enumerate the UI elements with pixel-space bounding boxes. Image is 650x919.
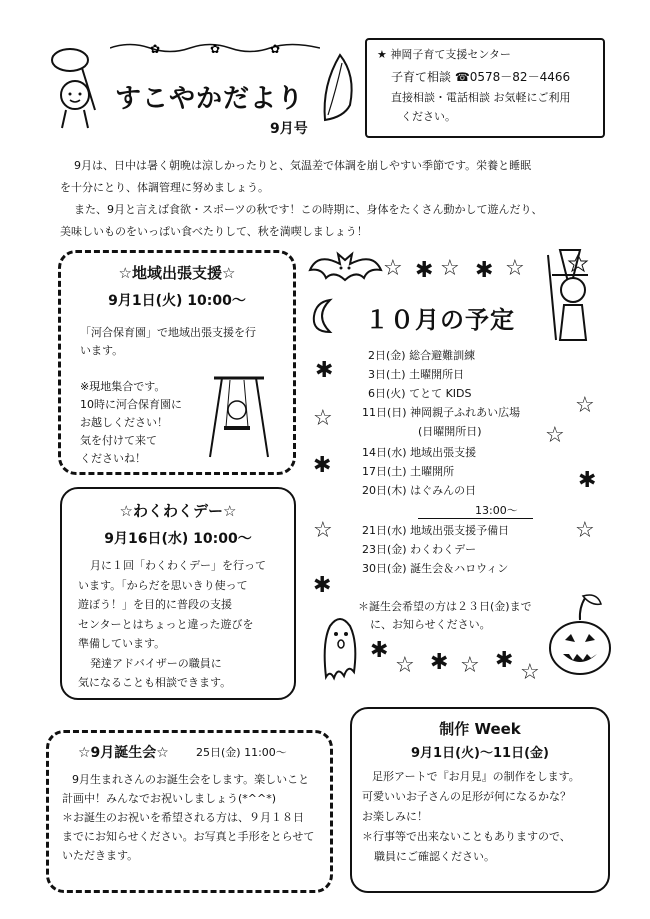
star-icon: ☆	[575, 518, 595, 543]
leaf-icon	[320, 45, 358, 125]
schedule-event: 総合避難訓練	[409, 349, 476, 362]
craft-line: 足形アートで『お月見』の制作をします。	[372, 770, 580, 783]
contact-note-cont: ください。	[401, 110, 456, 123]
birthday-line: いただきます。	[62, 849, 139, 862]
page-title: すこやかだより	[115, 84, 305, 114]
outreach-desc-line: います。	[80, 344, 124, 357]
schedule-event: はぐみんの日	[410, 484, 477, 497]
intro-line: 9月は、日中は暑く朝晩は涼しかったりと、気温差で体調を崩しやすい季節です。栄養と睡眠	[74, 159, 532, 172]
swing-illustration	[200, 372, 278, 460]
wakuwaku-line: 準備しています。	[78, 637, 166, 650]
asterisk-icon: ✱	[415, 258, 434, 283]
birthday-line: ＊お誕生のお祝いを希望される方は、９月１８日	[62, 811, 304, 824]
outreach-desc-line: 「河合保育園」で地域出張支援を行	[80, 326, 256, 339]
center-name: ★ 神岡子育て支援センター	[377, 48, 511, 61]
craft-title: 制作 Week	[439, 720, 521, 738]
witch-illustration	[540, 245, 610, 345]
star-icon: ☆	[575, 393, 595, 418]
bat-icon	[308, 250, 383, 292]
outreach-note-line: ※現地集合です。	[80, 380, 166, 393]
intro-line: を十分にとり、体調管理に努めましょう。	[60, 181, 269, 194]
contact-note: 直接相談・電話相談 お気軽にご利用	[391, 91, 571, 104]
issue-month: 9月号	[270, 121, 308, 137]
schedule-date: 3日(土)	[368, 368, 406, 381]
asterisk-icon: ✱	[313, 453, 332, 478]
schedule-row	[362, 482, 476, 498]
star-icon: ☆	[395, 653, 415, 678]
schedule-event: 地域出張支援	[410, 446, 477, 459]
schedule-note-line: ＊誕生会希望の方は２３日(金)まで	[358, 600, 532, 613]
star-icon: ☆	[313, 518, 333, 543]
schedule-underline	[418, 518, 533, 519]
outreach-note	[80, 378, 220, 468]
schedule-row	[362, 522, 509, 538]
asterisk-icon: ✱	[578, 468, 597, 493]
wakuwaku-date: 9月16日(水) 10:00～	[104, 531, 252, 547]
intro-line: また、9月と言えば食欲・スポーツの秋です！この時期に、身体をたくさん動かして遊んだり、	[74, 203, 543, 216]
star-icon: ☆	[440, 256, 460, 281]
schedule-row	[362, 444, 476, 460]
outreach-title: ☆地域出張支援☆	[118, 264, 236, 282]
star-icon: ☆	[545, 423, 565, 448]
birthday-title: ☆9月誕生会☆	[78, 745, 169, 761]
asterisk-icon: ✱	[370, 638, 389, 663]
outreach-date: 9月1日(火) 10:00～	[108, 293, 246, 309]
schedule-date: 23日(金)	[362, 543, 407, 556]
schedule-event: 13:00～	[475, 504, 518, 517]
birthday-line: 計画中！みんなでお祝いしましょう(*^^*)	[62, 792, 277, 805]
star-icon: ☆	[313, 406, 333, 431]
schedule-event: 誕生会＆ハロウィン	[410, 562, 509, 575]
phone-number[interactable]: 子育て相談 ☎0578－82－4466	[391, 70, 571, 84]
schedule-event: 土曜開所	[410, 465, 455, 478]
schedule-event: わくわくデー	[410, 543, 477, 556]
birthday-date: 25日(金) 11:00～	[196, 746, 287, 759]
asterisk-icon: ✱	[313, 573, 332, 598]
craft-line: お楽しみに！	[362, 810, 428, 823]
schedule-row	[368, 385, 472, 401]
schedule-date: 14日(水)	[362, 446, 407, 459]
wakuwaku-line: 遊ぼう！」を目的に普段の支援	[78, 598, 232, 611]
ghost-illustration	[318, 612, 360, 682]
asterisk-icon: ✱	[495, 648, 514, 673]
schedule-row	[418, 423, 482, 439]
schedule-event: 神岡親子ふれあい広場	[410, 406, 521, 419]
outreach-note-line: くださいね！	[80, 452, 146, 465]
contact-box	[365, 38, 605, 138]
outreach-note-line: 気を付けて来て	[80, 434, 157, 447]
schedule-date: 6日(火)	[368, 387, 406, 400]
schedule-date: 20日(木)	[362, 484, 407, 497]
schedule-row	[368, 366, 464, 382]
schedule-row	[362, 404, 520, 420]
wakuwaku-line: 発達アドバイザーの職員に	[90, 656, 222, 670]
birthday-line: までにお知らせください。お写真と手形をとらせて	[62, 830, 315, 843]
schedule-row	[368, 347, 475, 363]
asterisk-icon: ✱	[315, 358, 334, 383]
schedule-event: 土曜開所日	[409, 368, 465, 381]
craft-text	[362, 767, 607, 867]
star-icon: ☆	[505, 256, 525, 281]
intro-text	[60, 155, 620, 243]
intro-line: 美味しいものをいっぱい食べたりして、秋を満喫しましょう！	[60, 225, 368, 238]
wakuwaku-line: います。「からだを思いきり使って	[78, 578, 248, 592]
star-icon: ☆	[520, 660, 540, 685]
svg-text:✿: ✿	[210, 42, 221, 55]
star-icon: ☆	[383, 256, 403, 281]
schedule-date: 17日(土)	[362, 465, 407, 478]
schedule-row	[362, 560, 508, 576]
schedule-date: 30日(金)	[362, 562, 407, 575]
outreach-note-line: 10時に河合保育園に	[80, 398, 182, 411]
wakuwaku-title: ☆わくわくデー☆	[119, 502, 237, 520]
outreach-note-line: お越しください！	[80, 416, 168, 429]
schedule-row	[362, 463, 454, 479]
svg-text:✿: ✿	[270, 42, 281, 55]
header-garland	[110, 40, 320, 54]
asterisk-icon: ✱	[430, 650, 449, 675]
pumpkin-illustration	[545, 590, 615, 680]
wakuwaku-text	[78, 556, 293, 693]
craft-line: 可愛いいお子さんの足形が何になるかな？	[362, 790, 571, 803]
star-icon: ☆	[460, 653, 480, 678]
birthday-line: 9月生まれさんのお誕生会をします。楽しいこと	[72, 773, 310, 786]
schedule-date: 2日(金)	[368, 349, 406, 362]
header-illustration-child	[40, 40, 110, 135]
schedule-row	[362, 541, 476, 557]
schedule-event: (日曜開所日)	[418, 425, 482, 438]
wakuwaku-line: センターとはちょっと違った遊びを	[78, 617, 254, 631]
schedule-event: てとて KIDS	[409, 387, 472, 400]
craft-line: 職員にご確認ください。	[374, 850, 495, 863]
schedule-note-line: に、お知らせください。	[370, 618, 491, 631]
birthday-text	[62, 770, 327, 865]
asterisk-icon: ✱	[475, 258, 494, 283]
craft-line: ＊行事等で出来ないこともありますので、	[362, 830, 571, 843]
outreach-desc	[80, 324, 290, 360]
schedule-row	[475, 502, 518, 518]
svg-text:✿: ✿	[150, 42, 161, 55]
moon-icon	[312, 298, 338, 334]
wakuwaku-line: 気になることも相談できます。	[78, 676, 232, 689]
schedule-date: 11日(日)	[362, 406, 407, 419]
schedule-date: 21日(水)	[362, 524, 407, 537]
craft-date: 9月1日(火)～11日(金)	[411, 746, 549, 761]
schedule-event: 地域出張支援予備日	[410, 524, 510, 537]
wakuwaku-line: 月に１回「わくわくデー」を行って	[90, 559, 266, 572]
schedule-title: １０月の予定	[365, 306, 515, 334]
